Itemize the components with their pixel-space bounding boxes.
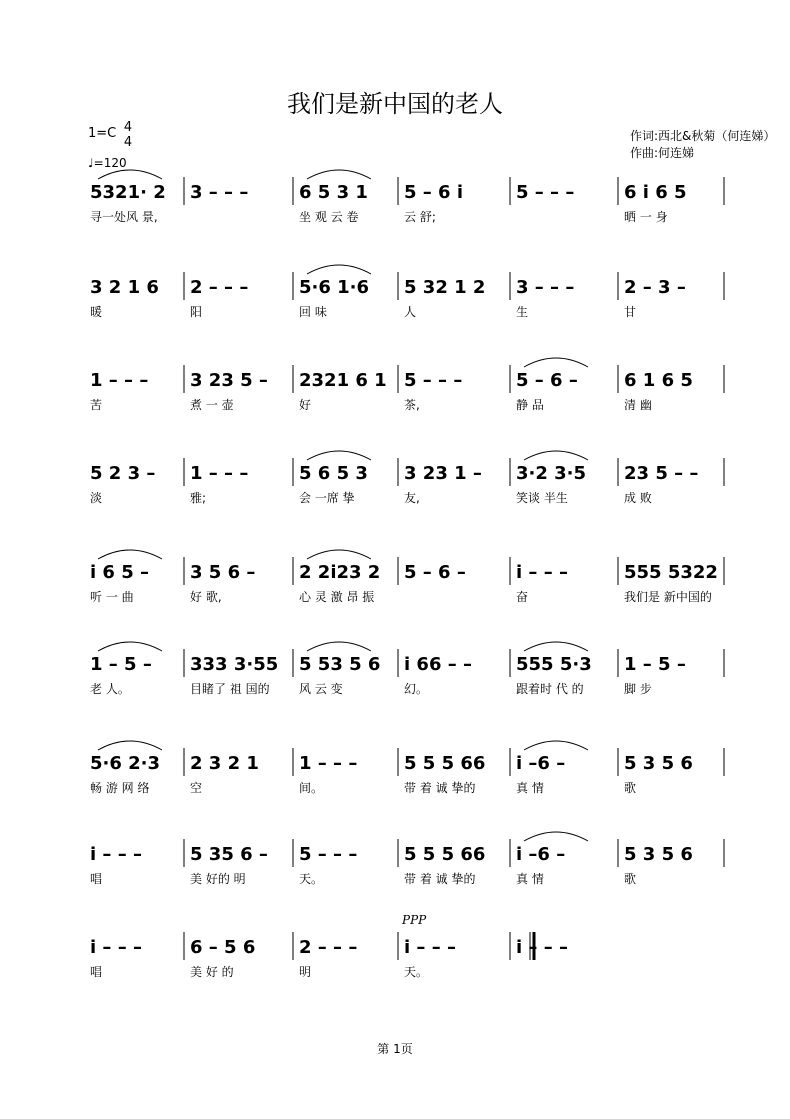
measure-notes: 6 5 3 1 (299, 182, 368, 203)
measure-lyrics: 清 幽 (624, 398, 652, 412)
score-row (78, 175, 728, 275)
measure-notes: 5 – 6 i (404, 182, 464, 203)
measure-notes: 5 – 6 – (404, 562, 466, 583)
score-row (78, 555, 728, 655)
score-row (78, 363, 728, 463)
measure-lyrics: 天。 (299, 872, 324, 886)
measure-notes: 5 – – – (299, 844, 358, 865)
slur-mark (307, 170, 371, 179)
score-row-svg (78, 270, 728, 370)
time-signature-bottom: 4 (123, 135, 133, 150)
measure-notes: 6 1 6 5 (624, 370, 693, 391)
measure-notes: 3 23 5 – (190, 370, 268, 391)
measure-lyrics: 成 败 (624, 491, 652, 505)
measure-notes: 5 – 6 – (516, 370, 578, 391)
measure-notes: 5 – – – (516, 182, 575, 203)
measure-notes: 1 – 5 – (90, 654, 152, 675)
measure-notes: 5·6 2·3 (90, 753, 161, 774)
measure-lyrics: 坐 观 云 卷 (299, 210, 359, 224)
score-row-svg (78, 175, 728, 275)
measure-notes: 3·2 3·5 (516, 463, 587, 484)
measure-lyrics: 甘 (624, 305, 637, 319)
tempo-marking (88, 156, 127, 170)
measure-lyrics: 苦 (90, 398, 103, 412)
measure-notes: 3 – – – (190, 182, 249, 203)
measure-lyrics: 幻。 (404, 682, 429, 696)
score-row (78, 647, 728, 747)
measure-notes: 555 5·3 (516, 654, 592, 675)
measure-notes: 5·6 1·6 (299, 277, 370, 298)
time-signature (121, 120, 135, 150)
measure-notes: 5 32 1 2 (404, 277, 486, 298)
measure-lyrics: 暖 (90, 305, 103, 319)
measure-notes: 3 5 6 – (190, 562, 256, 583)
score-row-svg (78, 456, 728, 556)
measure-lyrics: 友, (404, 491, 420, 505)
measure-notes: 5321· 2 (90, 182, 166, 203)
measure-notes: i 6 5 – (90, 562, 150, 583)
score-row (78, 456, 728, 556)
measure-lyrics: 心 灵 激 昂 振 (299, 590, 375, 604)
measure-lyrics: 阳 (190, 305, 203, 319)
measure-notes: 6 – 5 6 (190, 937, 256, 958)
measure-notes: 6 i 6 5 (624, 182, 687, 203)
measure-lyrics: 美 好的 明 (190, 872, 246, 886)
score-row (78, 270, 728, 370)
score-row-svg (78, 363, 728, 463)
measure-notes: 1 – – – (299, 753, 358, 774)
slur-mark (98, 170, 162, 179)
measure-lyrics: 跟着时 代 的 (516, 682, 584, 696)
page-title: 我们是新中国的老人 (287, 90, 503, 118)
measure-lyrics: 会 一席 挚 (299, 491, 355, 505)
measure-lyrics: 奋 (516, 590, 529, 604)
measure-lyrics: 美 好 的 (190, 965, 234, 979)
score-row-svg (78, 555, 728, 655)
measure-notes: 2 – 3 – (624, 277, 686, 298)
measure-lyrics: 空 (190, 781, 203, 795)
measure-notes: 5 3 5 6 (624, 753, 693, 774)
measure-lyrics: 茶, (404, 398, 420, 412)
measure-lyrics: 云 舒; (404, 210, 436, 224)
measure-lyrics: 晒 一 身 (624, 210, 668, 224)
score-row (78, 913, 728, 1030)
quarter-note-icon: ♩ (88, 156, 94, 170)
measure-lyrics: 雅; (190, 491, 207, 505)
measure-notes: i – – – (516, 562, 568, 583)
measure-notes: 5 53 5 6 (299, 654, 381, 675)
measure-lyrics: 老 人。 (90, 682, 130, 696)
measure-lyrics: 风 云 变 (299, 682, 343, 696)
measure-notes: i – – – (90, 937, 142, 958)
measure-lyrics: 歌 (624, 781, 637, 795)
time-signature-top: 4 (123, 120, 133, 135)
measure-lyrics: 畅 游 网 络 (90, 781, 150, 795)
measure-lyrics: 听 一 曲 (90, 590, 134, 604)
measure-lyrics: 笑谈 半生 (516, 491, 568, 505)
measure-notes: 555 5322 (624, 562, 718, 583)
measure-notes: 2 2i23 2 (299, 562, 381, 583)
measure-notes: i 66 – – (404, 654, 473, 675)
measure-notes: 1 – – – (190, 463, 249, 484)
score-row (78, 746, 728, 846)
dynamic-marking: PPP (402, 913, 427, 927)
measure-notes: 2 3 2 1 (190, 753, 259, 774)
measure-notes: i – – – (90, 844, 142, 865)
measure-lyrics: 歌 (624, 872, 637, 886)
measure-notes: 2 – – – (299, 937, 358, 958)
key-signature: 1=C (88, 126, 117, 141)
measure-notes: 1 – – – (90, 370, 149, 391)
measure-notes: 2321 6 1 (299, 370, 387, 391)
measure-lyrics: 好 (299, 398, 312, 412)
measure-notes: 5 3 5 6 (624, 844, 693, 865)
lyricist-credit: 作词:西北&秋菊（何连娣） (630, 129, 776, 143)
measure-lyrics: 寻一处风 景, (90, 210, 158, 224)
measure-notes: 5 2 3 – (90, 463, 156, 484)
measure-notes: i –6 – (516, 753, 566, 774)
measure-lyrics: 带 着 诚 挚的 (404, 781, 476, 795)
measure-lyrics: 人 (404, 305, 417, 319)
composer-credit: 作曲:何连娣 (630, 146, 695, 160)
measure-lyrics: 间。 (299, 781, 324, 795)
measure-lyrics: 生 (516, 305, 529, 319)
score-row-svg (78, 746, 728, 846)
measure-lyrics: 目睹了 祖 国的 (190, 682, 270, 696)
measure-lyrics: 回 味 (299, 305, 327, 319)
measure-notes: 5 5 5 66 (404, 844, 486, 865)
measure-notes: 3 2 1 6 (90, 277, 159, 298)
tempo-value: =120 (93, 156, 127, 170)
measure-lyrics: 唱 (90, 872, 103, 886)
measure-lyrics: 真 情 (516, 872, 544, 886)
measure-notes: 5 – – – (404, 370, 463, 391)
measure-lyrics: 天。 (404, 965, 429, 979)
measure-lyrics: 真 情 (516, 781, 544, 795)
score-row-svg (78, 647, 728, 747)
measure-notes: 333 3·55 (190, 654, 279, 675)
measure-notes: 3 23 1 – (404, 463, 482, 484)
measure-notes: 3 – – – (516, 277, 575, 298)
measure-lyrics: 静 品 (516, 398, 544, 412)
measure-lyrics: 我们是 新中国的 (624, 590, 712, 604)
measure-lyrics: 带 着 诚 挚的 (404, 872, 476, 886)
measure-lyrics: 煮 一 壶 (190, 398, 234, 412)
page-number: 第 1页 (377, 1042, 413, 1056)
measure-notes: 1 – 5 – (624, 654, 686, 675)
measure-notes: i – – – (516, 937, 568, 958)
measure-lyrics: 唱 (90, 965, 103, 979)
measure-notes: 5 6 5 3 (299, 463, 368, 484)
measure-notes: 23 5 – – (624, 463, 699, 484)
measure-notes: i –6 – (516, 844, 566, 865)
measure-lyrics: 明 (299, 965, 312, 979)
measure-lyrics: 好 歌, (190, 590, 222, 604)
score-row-svg (78, 913, 728, 1030)
measure-notes: 2 – – – (190, 277, 249, 298)
measure-lyrics: 淡 (90, 491, 103, 505)
measure-notes: 5 35 6 – (190, 844, 268, 865)
measure-notes: 5 5 5 66 (404, 753, 486, 774)
measure-notes: i – – – (404, 937, 456, 958)
measure-lyrics: 脚 步 (624, 682, 652, 696)
